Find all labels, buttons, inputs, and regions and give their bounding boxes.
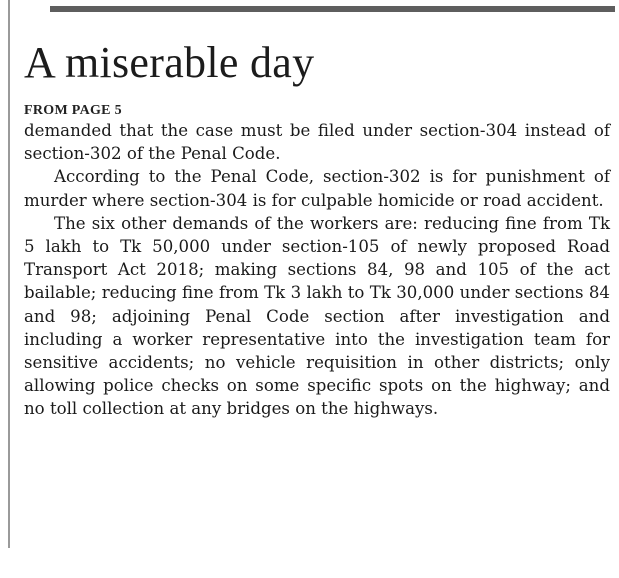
article bbox=[24, 34, 610, 421]
article-body bbox=[24, 119, 610, 421]
headline: A miserable day bbox=[24, 38, 315, 87]
jump-from-label: FROM PAGE 5 bbox=[24, 103, 122, 118]
column-top-bar bbox=[50, 6, 615, 12]
paragraph: According to the Penal Code, section-302 is for punishment of murder where section-304 is for culpable homicide or road accident. bbox=[24, 167, 610, 210]
paragraph: The six other demands of the workers are: reducing fine from Tk 5 lakh to Tk 50,000 under section-105 of newly proposed Road Transport Act 2018; making sections 84, 98 and 105 of the act bailable; reducing fine from Tk 3 lakh to Tk 30,000 under sections 84 and 98; adjoining Penal Code section after investigation and including a worker representative into the investigation team for sensitive accidents; no vehicle requisition in other districts; only allowing police checks on some specific spots on the highway; and no toll collection at any bridges on the highways. bbox=[24, 213, 610, 419]
paragraph: demanded that the case must be filed under section-304 instead of section-302 of the Penal Code. bbox=[24, 121, 610, 164]
column-rule-left bbox=[8, 0, 10, 548]
